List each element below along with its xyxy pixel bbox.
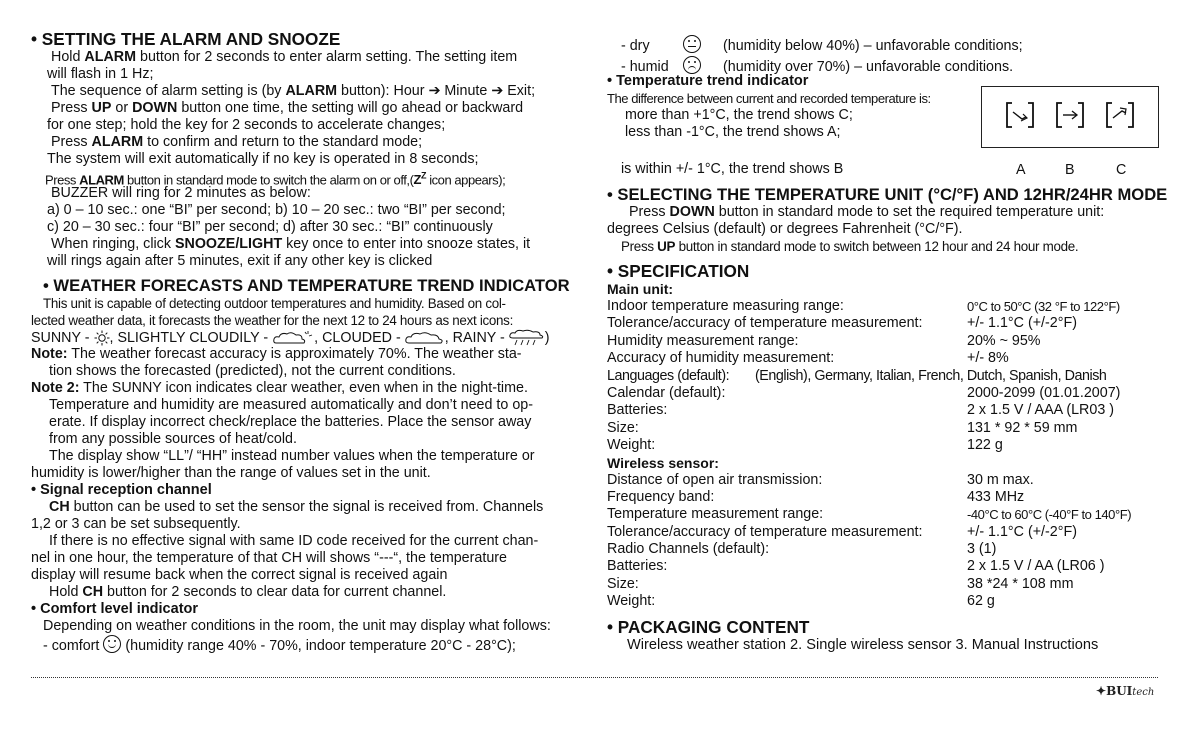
- humid-line: [607, 56, 1167, 73]
- alarm-line: [31, 49, 584, 66]
- note-1-line-2: tion shows the forecasted (predicted), not the current conditions.: [49, 363, 456, 379]
- alarm-keyword: ALARM: [91, 134, 144, 150]
- spec-key: Indoor temperature measuring range:: [607, 298, 844, 314]
- spec-value: -40°C to 60°C (-40°F to 140°F): [967, 507, 1132, 523]
- spec-key: Humidity measurement range:: [607, 332, 799, 349]
- spec-row: [607, 420, 1167, 437]
- unit-b: DOWN: [669, 204, 715, 220]
- spec-key: Size:: [607, 419, 639, 436]
- alarm-instructions: [31, 49, 584, 270]
- alarm-text: Press: [45, 172, 80, 188]
- spec-key: Accuracy of humidity measurement:: [607, 350, 835, 367]
- footer-divider: [31, 677, 1158, 678]
- packaging-text: Wireless weather station 2. Single wireless sensor 3. Manual Instructions: [627, 636, 1099, 653]
- spec-value: 0°C to 50°C (32 °F to 122°F): [967, 299, 1120, 314]
- display-line: humidity is lower/higher than the range of values set in the unit.: [31, 465, 431, 481]
- alarm-line: [31, 185, 584, 202]
- spec-value: 2 x 1.5 V / AA (LR06 ): [967, 558, 1105, 575]
- alarm-text: button in standard mode to switch the alarm on or off,(: [123, 172, 414, 188]
- spec-key: Tolerance/accuracy of temperature measurement:: [607, 523, 923, 540]
- alarm-keyword: ALARM: [285, 83, 338, 99]
- alarm-text: Press: [51, 100, 92, 116]
- logo-sub: tech: [1132, 687, 1155, 698]
- alarm-text: or: [111, 100, 133, 116]
- spec-key: Weight:: [607, 437, 656, 454]
- note-2-text: The SUNNY icon indicates clear weather, even when in the night-time.: [79, 380, 528, 396]
- wireless-sensor-specs: [607, 472, 1167, 611]
- signal-line: If there is no effective signal with same ID code received for the current chan-: [49, 533, 539, 549]
- alarm-line: [31, 83, 584, 100]
- spec-key: Size:: [607, 575, 639, 592]
- spec-key: Weight:: [607, 593, 656, 610]
- signal-hold-a: Hold: [49, 584, 83, 600]
- dry-label: - dry: [621, 38, 650, 54]
- brand-logo: ✦BUItech: [1096, 684, 1155, 698]
- humid-label: - humid: [621, 59, 669, 75]
- spec-heading: • SPECIFICATION: [607, 261, 750, 281]
- sad-face-icon: [683, 56, 701, 74]
- weather-heading: • WEATHER FORECASTS AND TEMPERATURE TREND INDICATOR: [43, 276, 570, 295]
- signal-hold-line: [31, 584, 584, 601]
- trend-label-c: C: [1116, 162, 1127, 178]
- main-unit-specs-2: [607, 385, 1167, 455]
- trend-steady-icon: [1054, 101, 1086, 129]
- forecast-end: ): [544, 329, 550, 346]
- spec-row: [607, 298, 1167, 315]
- humid-desc: (humidity over 70%) – unfavorable conditions.: [723, 59, 1014, 75]
- packaging-heading: • PACKAGING CONTENT: [607, 616, 810, 637]
- signal-line: display will resume back when the correct signal is received again: [31, 567, 448, 583]
- alarm-text: button one time, the setting will go ahead or backward: [177, 100, 524, 116]
- spec-row: [607, 576, 1167, 593]
- wireless-label: Wireless sensor:: [607, 454, 719, 471]
- alarm-heading: • SETTING THE ALARM AND SNOOZE: [31, 29, 341, 49]
- spec-value: 2 x 1.5 V / AAA (LR03 ): [967, 402, 1115, 419]
- note-2-line: erate. If display incorrect check/replace the batteries. Place the sensor away: [49, 414, 532, 430]
- spec-value: 20% ~ 95%: [967, 332, 1041, 349]
- spec-value: 30 m max.: [967, 471, 1034, 488]
- trend-up-icon: [1104, 101, 1136, 129]
- alarm-line: [31, 117, 584, 134]
- comfort-line-2: [31, 635, 584, 652]
- spec-row: [607, 350, 1167, 367]
- spec-key: Temperature measurement range:: [607, 506, 824, 523]
- mode-a: Press: [621, 239, 658, 254]
- alarm-keyword: UP: [91, 100, 112, 116]
- mode-b: UP: [657, 239, 676, 254]
- alarm-text: When ringing, click: [51, 236, 175, 252]
- alarm-line: [31, 236, 584, 253]
- sunny-icon: [94, 330, 110, 346]
- trend-line: less than -1°C, the trend shows A;: [625, 124, 841, 140]
- comfort-line-1: Depending on weather conditions in the room, the unit may display what follows:: [43, 618, 551, 634]
- left-column: [31, 30, 584, 652]
- note-1: [31, 346, 584, 363]
- alarm-text: will flash in 1 Hz;: [47, 66, 154, 82]
- alarm-line: [31, 66, 584, 83]
- signal-line-1-text: button can be used to set the sensor the signal is received from. Channels: [69, 499, 544, 515]
- display-line: The display show “LL”/ “HH” instead number values when the temperature or: [49, 448, 535, 464]
- alarm-line: [31, 151, 584, 168]
- alarm-keyword: ALARM: [84, 49, 137, 65]
- spec-row-languages: [607, 368, 1167, 385]
- note-2: [31, 380, 584, 397]
- spec-row: [607, 385, 1167, 402]
- alarm-text: to confirm and return to the standard mode;: [143, 134, 423, 150]
- alarm-text: button): Hour ➔ Minute ➔ Exit;: [337, 83, 536, 99]
- alarm-text: icon appears);: [426, 172, 506, 188]
- alarm-text: Press: [51, 134, 92, 150]
- comfort-heading: • Comfort level indicator: [31, 601, 199, 617]
- alarm-text: BUZZER will ring for 2 minutes as below:: [51, 185, 311, 201]
- spec-row: [607, 524, 1167, 541]
- alarm-text: The sequence of alarm setting is (by: [51, 83, 286, 99]
- slightly-cloudy-icon: [272, 329, 314, 347]
- alarm-line: [31, 219, 584, 236]
- spec-key: Calendar (default):: [607, 384, 726, 401]
- forecast-rainy-label: , RAINY -: [444, 329, 509, 346]
- note-1-label: Note:: [31, 346, 68, 362]
- signal-hold-c: button for 2 seconds to clear data for current channel.: [103, 584, 447, 600]
- alarm-text: will rings again after 5 minutes, exit if any other key is clicked: [47, 253, 433, 269]
- spec-row: [607, 437, 1167, 454]
- trend-within: is within +/- 1°C, the trend shows B: [621, 161, 844, 177]
- spec-row: [607, 333, 1167, 350]
- spec-value: 62 g: [967, 593, 995, 610]
- forecast-slightly-label: , SLIGHTLY CLOUDILY -: [109, 329, 273, 346]
- cloudy-icon: [405, 330, 445, 346]
- signal-hold-b: CH: [82, 584, 104, 600]
- alarm-text: c) 20 – 30 sec.: four “BI” per second; d) after 30 sec.: “BI” continuously: [47, 219, 493, 235]
- forecast-clouded-label: , CLOUDED -: [314, 329, 405, 346]
- main-unit-label: Main unit:: [607, 281, 674, 297]
- spec-row: [607, 315, 1167, 332]
- trend-down-icon: [1004, 101, 1036, 129]
- neutral-face-icon: [683, 35, 701, 53]
- spec-value: +/- 1.1°C (+/-2°F): [967, 523, 1077, 540]
- note-1-text: The weather forecast accuracy is approximately 70%. The weather sta-: [67, 346, 522, 362]
- unit-line-1: [607, 204, 1167, 221]
- smiley-face-icon: [103, 635, 121, 653]
- spec-row: [607, 506, 1167, 523]
- alarm-line: [31, 134, 584, 151]
- signal-line-1: [31, 499, 584, 516]
- spec-row: [607, 472, 1167, 489]
- spec-key: Frequency band:: [607, 488, 715, 505]
- unit-line-2: degrees Celsius (default) or degrees Fahrenheit (°C/°F).: [607, 221, 963, 237]
- spec-value: +/- 1.1°C (+/-2°F): [967, 315, 1077, 332]
- unit-c: button in standard mode to set the required temperature unit:: [714, 204, 1105, 220]
- trend-line: The difference between current and recorded temperature is:: [607, 91, 931, 106]
- alarm-text: button for 2 seconds to enter alarm setting. The setting item: [136, 49, 518, 65]
- note-2-line: from any possible sources of heat/cold.: [49, 431, 297, 447]
- note-2-line: Temperature and humidity are measured automatically and don’t need to op-: [49, 397, 533, 413]
- mode-c: button in standard mode to switch between 12 hour and 24 hour mode.: [675, 239, 1079, 254]
- alarm-keyword: ALARM: [79, 172, 124, 188]
- weather-intro-2: lected weather data, it forecasts the weather for the next 12 to 24 hours as next icons:: [31, 313, 513, 328]
- forecast-icons-line: [31, 329, 584, 346]
- spec-key: Radio Channels (default):: [607, 541, 770, 558]
- spec-value: +/- 8%: [967, 350, 1009, 367]
- alarm-line: [31, 202, 584, 219]
- spec-value: 38 *24 * 108 mm: [967, 575, 1074, 592]
- mode-line: [607, 238, 1167, 255]
- signal-line-2: 1,2 or 3 can be set subsequently.: [31, 516, 241, 532]
- spec-row: [607, 541, 1167, 558]
- languages-value: (English), Germany, Italian, French, Dutch, Spanish, Danish: [755, 367, 1107, 384]
- alarm-keyword: SNOOZE/LIGHT: [174, 236, 283, 252]
- spec-row: [607, 489, 1167, 506]
- alarm-keyword: $Z^Z$: [413, 171, 427, 188]
- alarm-keyword: DOWN: [132, 100, 178, 116]
- trend-label-b: B: [1065, 162, 1075, 178]
- alarm-line: [31, 253, 584, 270]
- spec-value: 131 * 92 * 59 mm: [967, 419, 1078, 436]
- spec-value: 433 MHz: [967, 488, 1025, 505]
- spec-key: Batteries:: [607, 402, 668, 419]
- alarm-text: The system will exit automatically if no key is operated in 8 seconds;: [47, 151, 479, 167]
- unit-heading: • SELECTING THE TEMPERATURE UNIT (°C/°F) AND 12HR/24HR MODE: [607, 185, 1168, 204]
- spec-row: [607, 558, 1167, 575]
- trend-indicator-box: [981, 86, 1159, 148]
- signal-ch-label: CH: [49, 499, 70, 515]
- alarm-text: a) 0 – 10 sec.: one “BI” per second; b) 10 – 20 sec.: two “BI” per second;: [47, 202, 506, 218]
- rainy-icon: [509, 329, 545, 347]
- weather-intro-1: This unit is capable of detecting outdoor temperatures and humidity. Based on col-: [43, 296, 506, 311]
- comfort-label: - comfort: [43, 638, 100, 654]
- alarm-text: for one step; hold the key for 2 seconds to accelerate changes;: [47, 117, 446, 133]
- dry-line: [607, 35, 1167, 52]
- spec-value: 2000-2099 (01.01.2007): [967, 384, 1121, 401]
- languages-label: Languages (default):: [607, 367, 730, 384]
- signal-line: nel in one hour, the temperature of that CH will shows “---“, the temperature: [31, 550, 507, 566]
- main-unit-specs: [607, 298, 1167, 368]
- spec-row: [607, 402, 1167, 419]
- signal-heading: • Signal reception channel: [31, 482, 212, 498]
- trend-line: more than +1°C, the trend shows C;: [625, 107, 853, 123]
- alarm-text: key once to enter into snooze states, it: [282, 236, 531, 252]
- spec-value: 3 (1): [967, 541, 997, 558]
- spec-key: Distance of open air transmission:: [607, 471, 823, 488]
- note-2-label: Note 2:: [31, 380, 80, 396]
- dry-desc: (humidity below 40%) – unfavorable conditions;: [723, 38, 1023, 54]
- forecast-sunny-label: SUNNY -: [31, 329, 94, 346]
- alarm-text: Hold: [51, 49, 85, 65]
- unit-a: Press: [629, 204, 670, 220]
- trend-heading: • Temperature trend indicator: [607, 73, 809, 89]
- comfort-desc: (humidity range 40% - 70%, indoor temperature 20°C - 28°C);: [121, 638, 516, 654]
- trend-label-a: A: [1016, 162, 1026, 178]
- logo-main: BUI: [1106, 684, 1133, 698]
- spec-key: Tolerance/accuracy of temperature measurement:: [607, 315, 923, 332]
- spec-row: [607, 593, 1167, 610]
- spec-key: Batteries:: [607, 558, 668, 575]
- alarm-line: [31, 100, 584, 117]
- alarm-line: [31, 168, 584, 188]
- spec-value: 122 g: [967, 437, 1003, 454]
